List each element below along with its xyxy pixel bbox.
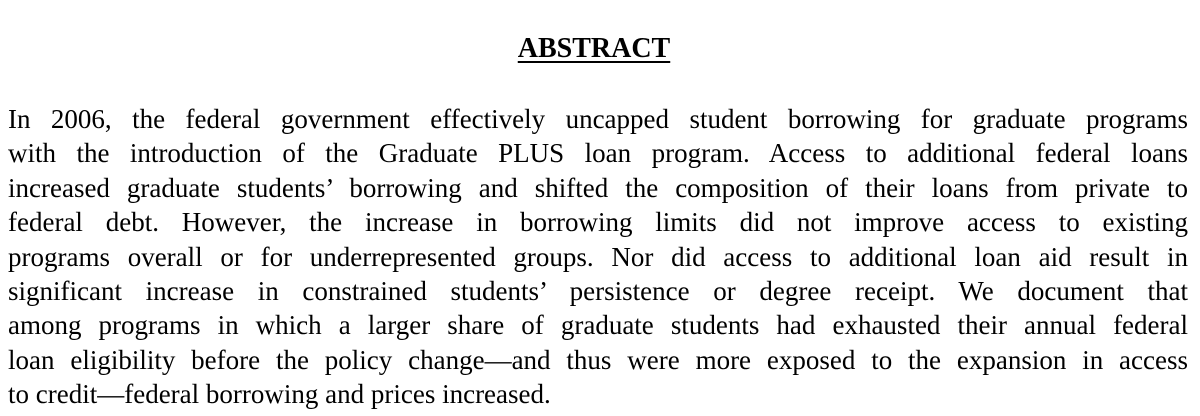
abstract-line: among programs in which a larger share of graduate students had exhausted their annual federal [8, 310, 1188, 341]
abstract-line: significant increase in constrained students’ persistence or degree receipt. We document that [8, 276, 1188, 307]
abstract-line: loan eligibility before the policy change—and thus were more exposed to the expansion in access [8, 344, 1188, 375]
abstract-line: In 2006, the federal government effectively uncapped student borrowing for graduate programs [8, 104, 1188, 134]
abstract-paragraph [8, 102, 1188, 412]
abstract-line: to credit—federal borrowing and prices increased. [8, 379, 551, 410]
abstract-heading: ABSTRACT [517, 33, 671, 64]
abstract-line: increased graduate students’ borrowing and shifted the composition of their loans from private to [8, 172, 1188, 203]
abstract-line: programs overall or for underrepresented groups. Nor did access to additional loan aid result in [8, 241, 1188, 272]
abstract-line: with the introduction of the Graduate PLUS loan program. Access to additional federal loans [8, 138, 1188, 169]
abstract-line: federal debt. However, the increase in borrowing limits did not improve access to existing [8, 207, 1188, 238]
